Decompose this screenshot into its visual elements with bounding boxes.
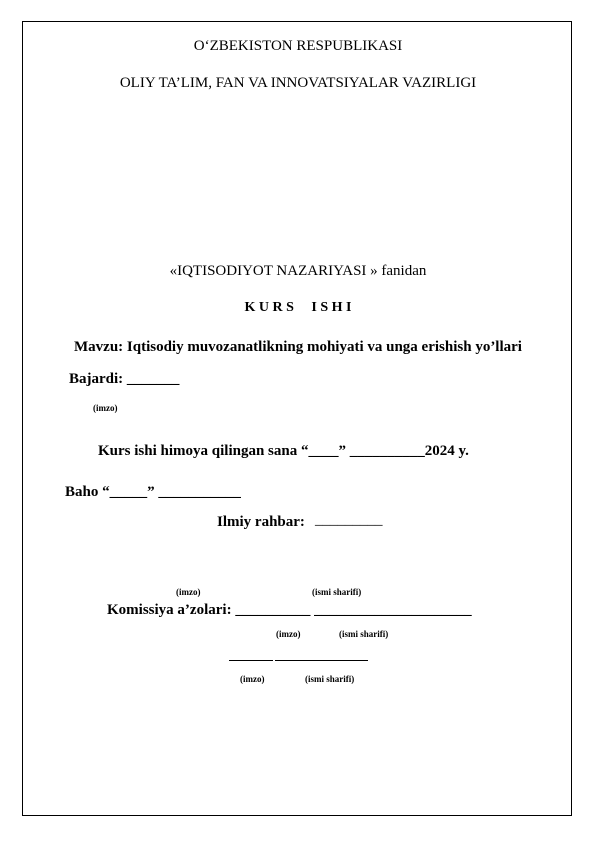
commission-label: Komissiya a’zolari: __________ _____________________ [107,602,472,618]
supervisor-ismi-caption: (ismi sharifi) [312,587,362,597]
bajardi-label: Bajardi: _______ [69,371,180,387]
commission-ismi-caption-1: (ismi sharifi) [339,629,389,639]
supervisor-imzo-caption: (imzo) [176,587,201,597]
bajardi-imzo-caption: (imzo) [93,403,118,413]
subject-line: «IQTISODIYOT NAZARIYASI » fanidan [169,263,427,279]
commission-imzo-caption-1: (imzo) [276,629,301,639]
work-title: K U R S I S H I [244,300,352,315]
page-border [22,21,572,816]
commission-name-line [275,660,368,661]
commission-signature-line [229,660,273,661]
republic-title: O‘ZBEKISTON RESPUBLIKASI [193,38,403,54]
supervisor-label: Ilmiy rahbar: [217,514,305,530]
commission-ismi-caption-2: (ismi sharifi) [305,674,355,684]
defense-date-line: Kurs ishi himoya qilingan sana “____” __________2024 y. [98,443,469,459]
grade-line: Baho “_____” ___________ [65,484,241,500]
topic-line: Mavzu: Iqtisodiy muvozanatlikning mohiyati va unga erishish yo’llari [74,339,522,355]
commission-imzo-caption-2: (imzo) [240,674,265,684]
supervisor-blank: _________ [315,512,383,528]
ministry-title: OLIY TA’LIM, FAN VA INNOVATSIYALAR VAZIRLIGI [119,75,477,91]
